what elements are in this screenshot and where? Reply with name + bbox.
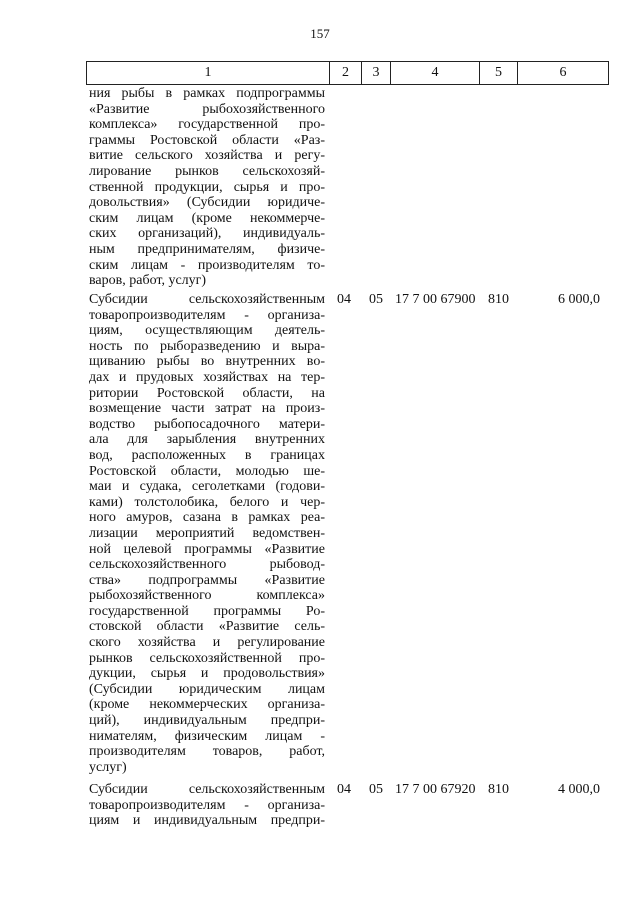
description-line: водство рыбопосадочного матери- [89, 416, 325, 432]
column-header-row [86, 61, 609, 85]
description-line: (кроме некоммерческих организа- [89, 697, 325, 713]
description-line: Субсидии сельскохозяйственным [89, 782, 325, 797]
row-description [89, 292, 325, 775]
description-line: ским лицам - производителям то- [89, 257, 325, 273]
row-description [89, 86, 325, 289]
description-line: ритории Ростовской области, на [89, 385, 325, 401]
description-line: ций), индивидуальным предпри- [89, 713, 325, 729]
description-line: рынков сельскохозяйственной про- [89, 650, 325, 666]
description-line: ственной продукции, сырья и про- [89, 179, 325, 195]
amount-value: 4 000,0 [558, 782, 600, 797]
description-line: дах и прудовых хозяйствах на тер- [89, 369, 325, 385]
description-line: Ростовской области, молодью ше- [89, 463, 325, 479]
description-line: Субсидии сельскохозяйственным [89, 292, 325, 307]
column-header-5: 5 [480, 62, 518, 85]
description-line: вод, расположенных в границах [89, 447, 325, 463]
description-line: рыбохозяйственного комплекса» [89, 588, 325, 604]
target-item-code: 17 7 00 67900 [395, 292, 476, 307]
description-line: циям и индивидуальным предпри- [89, 813, 325, 829]
column-header-4: 4 [391, 62, 480, 85]
section-code: 04 [337, 292, 351, 307]
row-description [89, 782, 325, 829]
description-line: государственной программы Ро- [89, 603, 325, 619]
description-line: ками) толстолобика, белого и чер- [89, 494, 325, 510]
description-line: варов, работ, услуг) [89, 273, 207, 289]
description-line: сельскохозяйственного рыбовод- [89, 557, 325, 573]
description-line: ной целевой программы «Развитие [89, 541, 325, 557]
description-line: циям, осуществляющим деятель- [89, 323, 325, 339]
description-line: ала для зарыбления внутренних [89, 432, 325, 448]
column-header-2: 2 [330, 62, 362, 85]
amount-value: 6 000,0 [558, 292, 600, 307]
description-line: ским лицам (кроме некоммерче- [89, 210, 325, 226]
subsection-code: 05 [369, 292, 383, 307]
column-header-3: 3 [362, 62, 391, 85]
description-line: производителям товаров, работ, [89, 744, 325, 760]
description-line: ния рыбы в рамках подпрограммы [89, 86, 325, 101]
column-header-1: 1 [87, 62, 330, 85]
description-line: комплекса» государственной про- [89, 117, 325, 133]
description-line: ства» подпрограммы «Развитие [89, 572, 325, 588]
expense-type-code: 810 [488, 292, 509, 307]
description-line: лизации мероприятий ведомствен- [89, 525, 325, 541]
description-line: лирование рынков сельскохозяй- [89, 163, 325, 179]
description-line: ских организаций), индивидуаль- [89, 226, 325, 242]
description-line: щиванию рыбы во внутренних во- [89, 354, 325, 370]
description-line: ского хозяйства и регулирование [89, 635, 325, 651]
description-line: витие сельского хозяйства и регу- [89, 148, 325, 164]
description-line: граммы Ростовской области «Раз- [89, 132, 325, 148]
description-line: возмещение части затрат на произ- [89, 401, 325, 417]
description-line: довольствия» (Субсидии юридиче- [89, 195, 325, 211]
target-item-code: 17 7 00 67920 [395, 782, 476, 797]
description-line: нимателям, физическим лицам - [89, 728, 325, 744]
description-line: товаропроизводителям - организа- [89, 307, 325, 323]
subsection-code: 05 [369, 782, 383, 797]
section-code: 04 [337, 782, 351, 797]
column-header-6: 6 [518, 62, 609, 85]
description-line: (Субсидии юридическим лицам [89, 681, 325, 697]
page-number: 157 [310, 26, 330, 41]
description-line: дукции, сырья и продовольствия» [89, 666, 325, 682]
description-line: «Развитие рыбохозяйственного [89, 101, 325, 117]
description-line: ного амуров, сазана в рамках реа- [89, 510, 325, 526]
description-line: товаропроизводителям - организа- [89, 797, 325, 813]
description-line: ным предпринимателям, физиче- [89, 241, 325, 257]
description-line: ность по рыборазведению и выра- [89, 338, 325, 354]
description-line: маи и судака, сеголетками (годови- [89, 479, 325, 495]
description-line: услуг) [89, 759, 127, 775]
description-line: стовской области «Развитие сель- [89, 619, 325, 635]
expense-type-code: 810 [488, 782, 509, 797]
